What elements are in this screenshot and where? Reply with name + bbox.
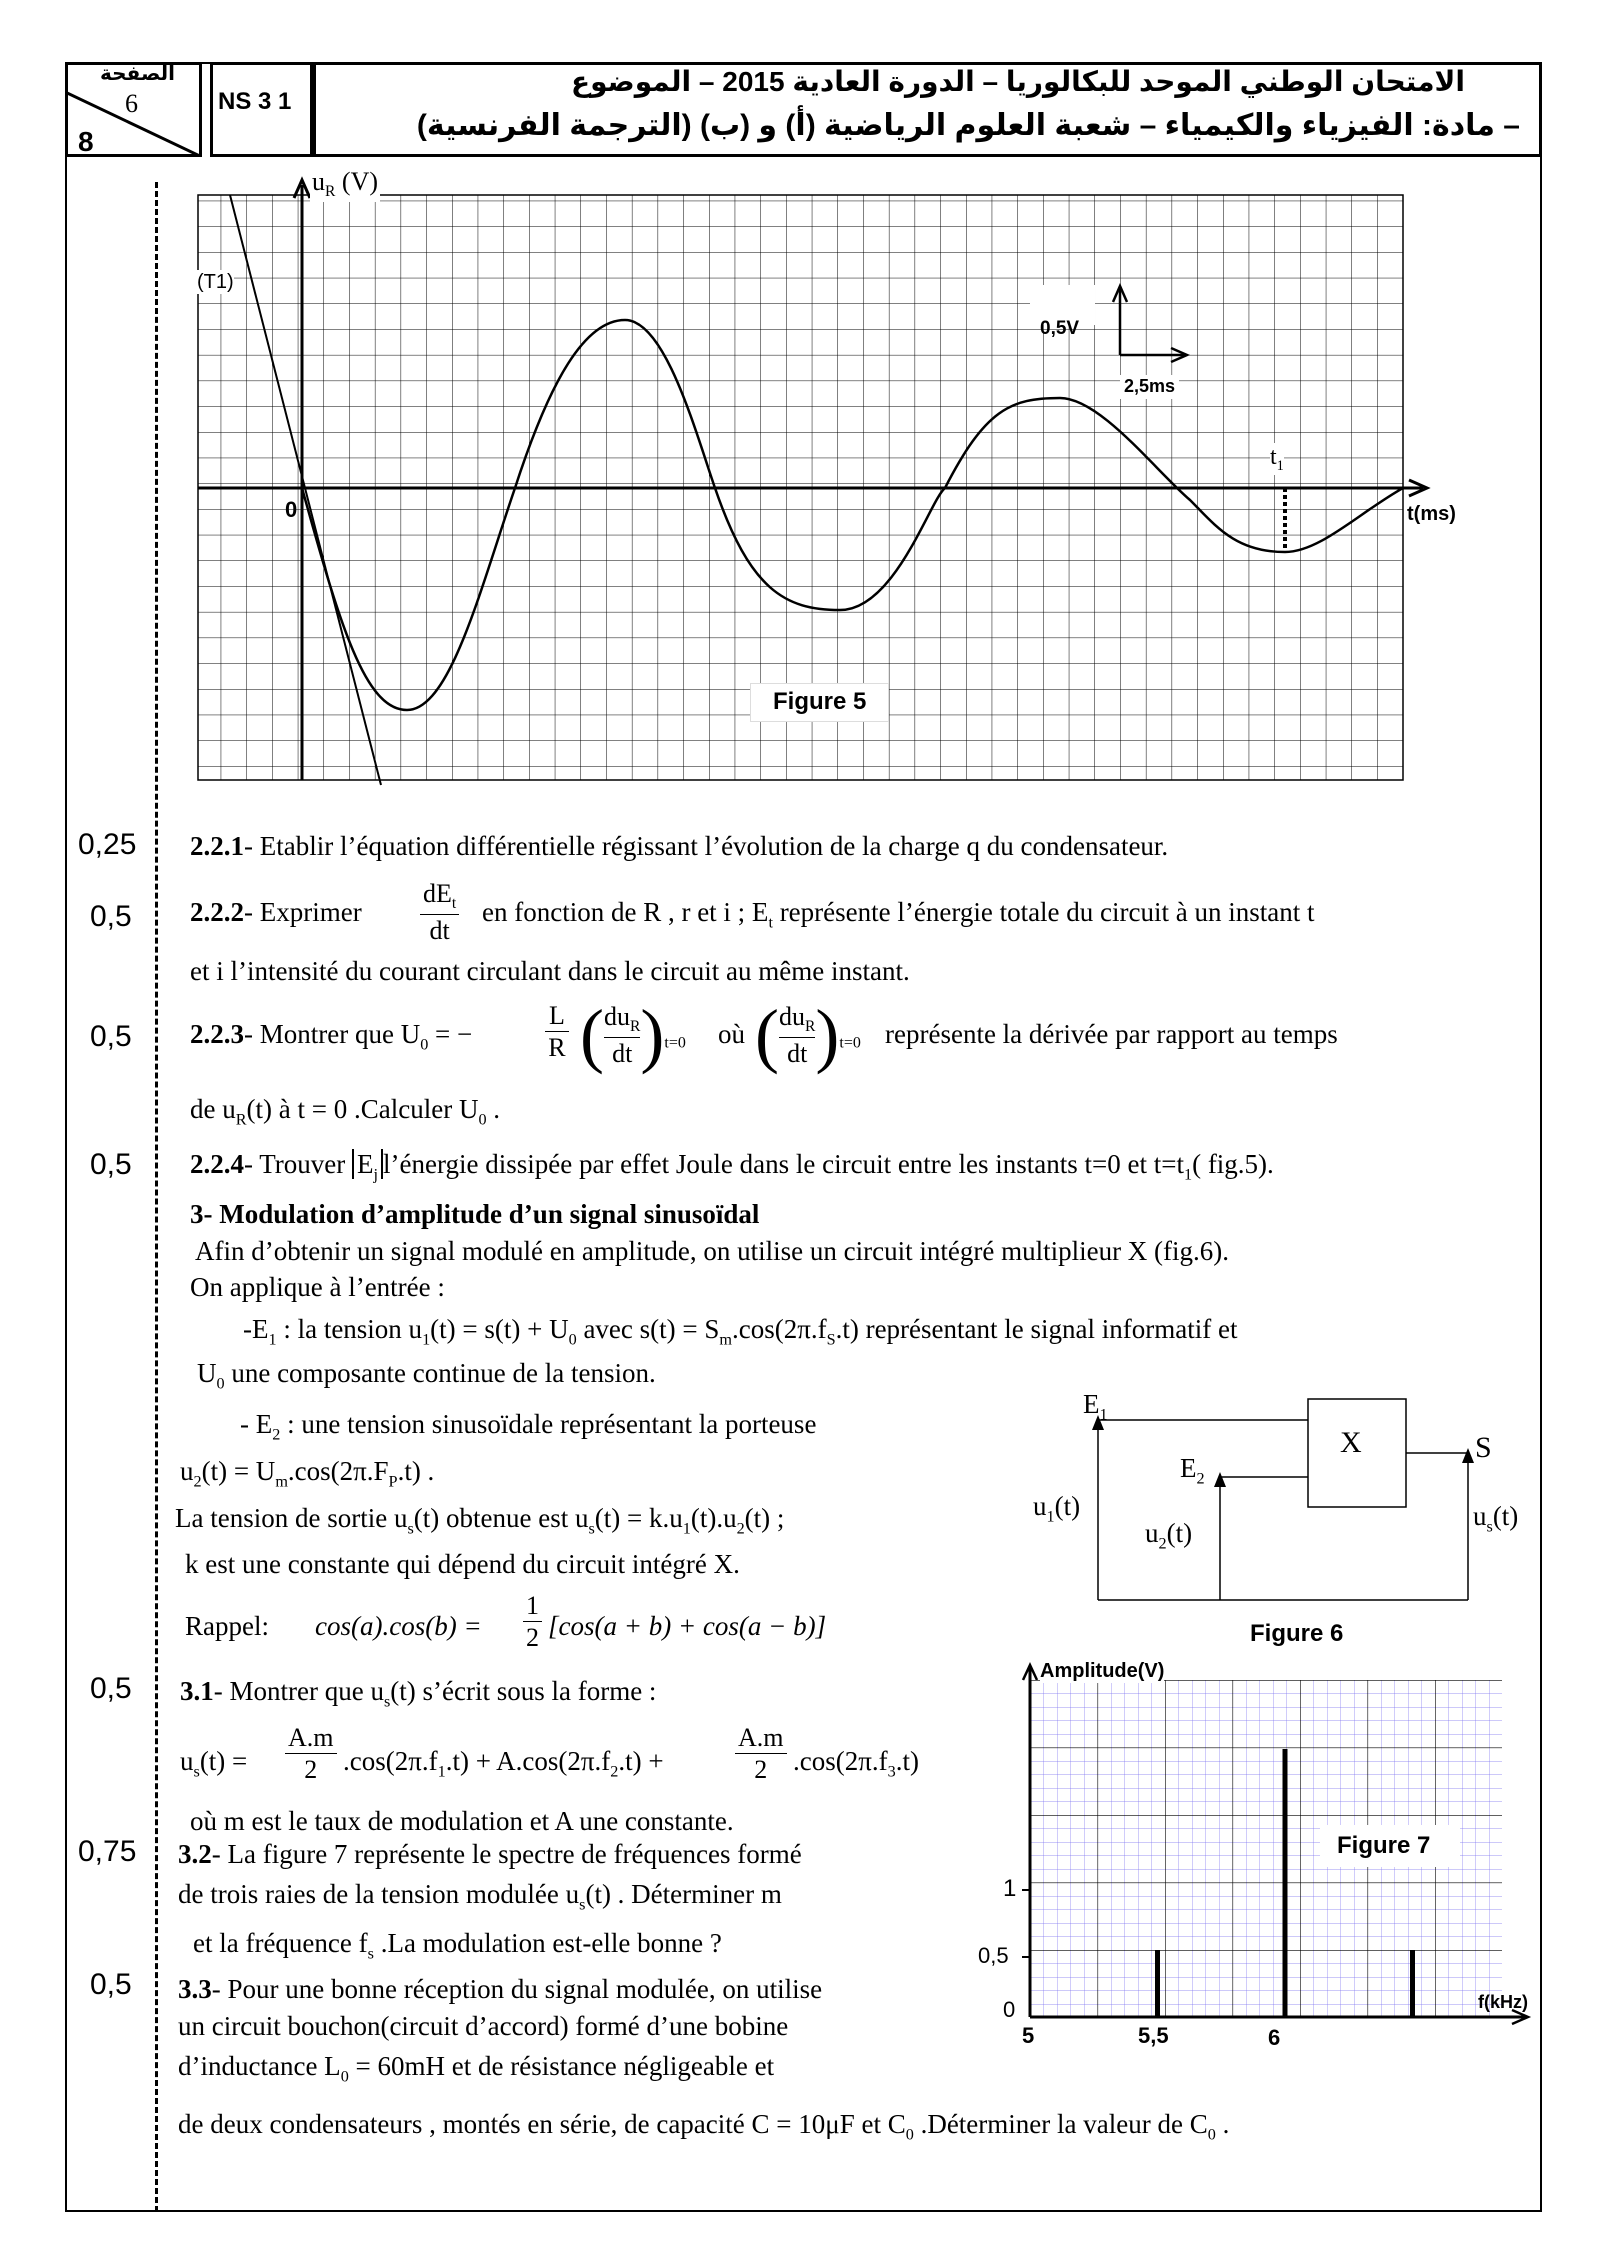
question-2-2-2-b: en fonction de R , r et i ; $E_t$ représente l’énergie totale du circuit à un instant t bbox=[482, 897, 1315, 932]
section-3-p1: Afin d’obtenir un signal modulé en amplitude, on utilise un circuit intégré multiplieur X (fig.6). bbox=[195, 1236, 1230, 1266]
exam-code: NS 3 1 bbox=[218, 88, 292, 115]
derivative-2: ( $du_R$ dt )$_{t=0}$ bbox=[755, 995, 861, 1075]
fig6-S: S bbox=[1475, 1431, 1492, 1464]
score-3-2: 0,75 bbox=[78, 1835, 137, 1868]
question-3-1-where: où m est le taux de modulation et A une constante. bbox=[190, 1806, 734, 1836]
page-label: الصفحة bbox=[100, 63, 176, 85]
score-2-2-4: 0,5 bbox=[90, 1148, 132, 1181]
section-3-output: La tension de sortie $u_s(t)$ obtenue est $u_s(t) = k.u_1(t).u_2(t)$ ; bbox=[175, 1503, 785, 1538]
fig6-X: X bbox=[1340, 1426, 1362, 1459]
formula-us-end: $.\cos(2\pi.f_3.t)$ bbox=[793, 1746, 919, 1781]
fig5-tangent-label: (T1) bbox=[197, 271, 234, 293]
fraction-dEt-dt: $dE_t$ dt bbox=[420, 878, 459, 946]
fig7-caption: Figure 7 bbox=[1337, 1832, 1431, 1859]
fig6-E1: $E_1$ bbox=[1083, 1389, 1108, 1424]
question-3-2-c: et la fréquence $f_s$ .La modulation est-elle bonne ? bbox=[193, 1928, 722, 1963]
formula-us-frac2: A.m 2 bbox=[735, 1722, 787, 1785]
question-3-2-a: 3.2- La figure 7 représente le spectre de fréquences formé bbox=[178, 1839, 802, 1869]
fig5-caption: Figure 5 bbox=[750, 683, 889, 722]
rappel-fraction: 1 2 bbox=[523, 1590, 542, 1653]
question-2-2-1: 2.2.1- Etablir l’équation différentielle régissant l’évolution de la charge q du condensateur. bbox=[190, 831, 1169, 861]
section-3-p2: On applique à l’entrée : bbox=[190, 1272, 445, 1302]
fig5-y-axis-label: $u_R$ (V) bbox=[312, 167, 378, 201]
derivative-1: ( $du_R$ dt )$_{t=0}$ bbox=[580, 995, 686, 1075]
question-2-2-2-line2: et i l’intensité du courant circulant dans le circuit au même instant. bbox=[190, 956, 910, 986]
score-3-3: 0,5 bbox=[90, 1968, 132, 2001]
section-3-e2: - $E_2$ : une tension sinusoïdale représentant la porteuse bbox=[240, 1409, 817, 1444]
rappel-label: Rappel: bbox=[185, 1611, 269, 1641]
header-title-line2: – مادة: الفيزياء والكيمياء – شعبة العلوم الرياضية (أ) و (ب) (الترجمة الفرنسية) bbox=[416, 109, 1520, 142]
fig6-u1: $u_1(t)$ bbox=[1033, 1491, 1081, 1526]
formula-us-mid: $.\cos(2\pi.f_1.t) + A.\cos(2\pi.f_2.t)$ + bbox=[343, 1746, 664, 1781]
fig5-scale-voltage: 0,5V bbox=[1040, 318, 1080, 339]
question-3-3-c: d’inductance $L_0 = 60mH$ et de résistance négligeable et bbox=[178, 2051, 775, 2086]
fig7-xtick-5: 5 bbox=[1022, 2023, 1035, 2048]
page-total: 8 bbox=[78, 126, 94, 157]
question-2-2-3: 2.2.3- Montrer que $U_0$ = − bbox=[190, 1019, 473, 1054]
rappel-formula-b: [cos(a + b) + cos(a − b)] bbox=[548, 1611, 827, 1641]
score-2-2-3: 0,5 bbox=[90, 1020, 132, 1053]
page-number: 6 bbox=[125, 89, 138, 118]
fig6-u2: $u_2(t)$ bbox=[1145, 1518, 1193, 1553]
score-3-1: 0,5 bbox=[90, 1672, 132, 1705]
score-2-2-2: 0,5 bbox=[90, 900, 132, 933]
question-3-2-b: de trois raies de la tension modulée $u_s(t)$ . Déterminer m bbox=[178, 1879, 782, 1914]
question-2-2-2: 2.2.2- Exprimer bbox=[190, 897, 362, 927]
formula-us: $u_s(t)$ = bbox=[180, 1746, 248, 1781]
fig7-ytick-1: 1 bbox=[1003, 1875, 1017, 1902]
section-3-e1: $-E_1$ : la tension $u_1(t) = s(t) + U_0$ avec $s(t) = S_m.\cos(2\pi.f_S.t)$ représentant le signal informatif et bbox=[243, 1314, 1238, 1349]
margin-dashed-line bbox=[155, 182, 158, 2212]
fig5-scale-time: 2,5ms bbox=[1120, 375, 1179, 399]
header-title-line1: الامتحان الوطني الموحد للبكالوريا – الدورة العادية 2015 – الموضوع bbox=[570, 66, 1465, 97]
fig7-xtick-5-5: 5,5 bbox=[1138, 2023, 1169, 2048]
fig5-origin-label: 0 bbox=[285, 497, 298, 522]
section-3-title: 3- Modulation d’amplitude d’un signal sinusoïdal bbox=[190, 1199, 760, 1229]
figure-7-spectrum bbox=[1000, 1660, 1540, 2040]
question-2-2-3-c: représente la dérivée par rapport au temps bbox=[885, 1019, 1338, 1049]
fig6-us: $u_s(t)$ bbox=[1473, 1501, 1519, 1536]
section-3-u0: $U_0$ une composante continue de la tension. bbox=[197, 1358, 656, 1393]
question-3-3-a: 3.3- Pour une bonne réception du signal modulée, on utilise bbox=[178, 1974, 823, 2004]
question-3-3-d: de deux condensateurs , montés en série, de capacité C = 10μF et $C_0$ .Déterminer la valeur de $C_0$ . bbox=[178, 2109, 1230, 2144]
fig5-t1-label: $t_1$ bbox=[1270, 444, 1284, 474]
rappel-formula-a: cos(a).cos(b) = bbox=[315, 1611, 482, 1641]
fig7-xtick-6: 6 bbox=[1268, 2025, 1281, 2050]
score-2-2-1: 0,25 bbox=[78, 828, 137, 861]
fig5-x-axis-label: t(ms) bbox=[1407, 503, 1456, 525]
section-3-u2: $u_2(t) = U_m.\cos(2\pi.F_P.t)$ . bbox=[180, 1456, 435, 1491]
question-3-3-b: un circuit bouchon(circuit d’accord) formé d’une bobine bbox=[178, 2011, 789, 2041]
formula-us-frac1: A.m 2 bbox=[285, 1722, 337, 1785]
fig7-x-axis-label: f(kHz) bbox=[1478, 1992, 1528, 2012]
fig7-y-axis-label: Amplitude(V) bbox=[1040, 1660, 1165, 1682]
question-2-2-3-line2: de $u_R(t)$ à t = 0 .Calculer $U_0$ . bbox=[190, 1094, 501, 1129]
fig7-ytick-0: 0 bbox=[1003, 1997, 1016, 2022]
fig7-ytick-05: 0,5 bbox=[978, 1943, 1009, 1968]
question-2-2-3-ou: où bbox=[718, 1019, 745, 1049]
question-3-1: 3.1- Montrer que $u_s(t)$ s’écrit sous la forme : bbox=[180, 1676, 657, 1711]
section-3-k: k est une constante qui dépend du circuit intégré X. bbox=[185, 1549, 740, 1579]
fig6-E2: $E_2$ bbox=[1180, 1453, 1205, 1488]
fraction-L-R: L R bbox=[545, 1000, 569, 1063]
fig6-caption: Figure 6 bbox=[1250, 1620, 1344, 1647]
question-2-2-4: 2.2.4- Trouver $E_j$ l’énergie dissipée par effet Joule dans le circuit entre les instants t=0 et $t=t_1$( fig.5). bbox=[190, 1149, 1274, 1184]
